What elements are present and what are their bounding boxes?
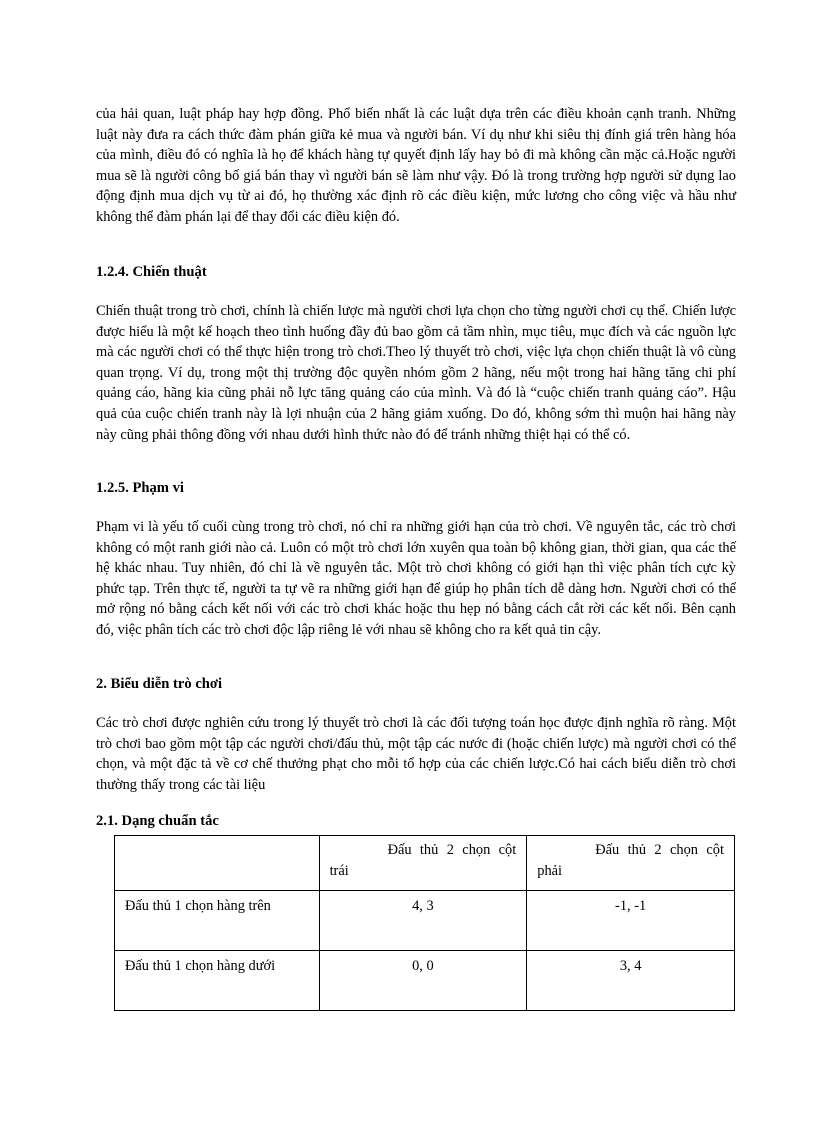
- header-right-column: Đấu thủ 2 chọn cột phải: [527, 836, 735, 891]
- section-heading-2-1: 2.1. Dạng chuẩn tắc: [96, 813, 219, 829]
- strategy-paragraph: Chiến thuật trong trò chơi, chính là chiến lược mà người chơi lựa chọn cho từng người chơi cụ thể. Chiến lược được hiểu là một kế hoạch theo tình huống đầy đủ bao gồm cả tầm nhìn, mục tiêu, mục đích và các nguồn lực mà các người chơi có thể thực hiện trong trò chơi.Theo lý thuyết trò chơi, việc lựa chọn chiến thuật là vô cùng quan trọng. Ví dụ, trong một thị trường độc quyền nhóm gồm 2 hãng, nếu một trong hai hãng tăng chi phí quảng cáo, hãng kia cũng phải nỗ lực tăng quảng cáo của mình. Và đó là “cuộc chiến tranh quảng cáo”. Hậu quả của cuộc chiến tranh này là lợi nhuận của 2 hãng giảm xuống. Do đó, không sớm thì muộn hai hãng này này cũng phải thông đồng với nhau dưới hình thức nào đó để tránh những thiệt hại có thể có.: [96, 303, 736, 443]
- payoff-bottom-left: 0, 0: [319, 951, 527, 1011]
- intro-paragraph: của hải quan, luật pháp hay hợp đồng. Phổ biến nhất là các luật dựa trên các điều khoản cạnh tranh. Những luật này đưa ra cách thức đàm phán giữa kẻ mua và người bán. Ví dụ như khi siêu thị đính giá trên hàng hóa của mình, điều đó có nghĩa là họ để khách hàng tự quyết định lấy hay bỏ đi mà không cần mặc cả.Hoặc người mua sẽ là người công bố giá bán thay vì người bán sẽ làm như vậy. Đó là trong trường hợp người sử dụng lao động định mua dịch vụ từ ai đó, họ thường xác định rõ các điều kiện, mức lương cho công việc và hầu như không thể đàm phán lại để thay đổi các điều kiện đó.: [96, 106, 736, 225]
- table-header-row: [115, 836, 735, 891]
- section-heading-2: 2. Biểu diễn trò chơi: [96, 676, 223, 692]
- payoff-top-right: -1, -1: [527, 891, 735, 951]
- payoff-bottom-right: 3, 4: [527, 951, 735, 1011]
- header-left-column: Đấu thủ 2 chọn cột trái: [319, 836, 527, 891]
- table-row: [115, 891, 735, 951]
- row-label-top: Đấu thủ 1 chọn hàng trên: [115, 891, 320, 951]
- scope-paragraph: Phạm vi là yếu tố cuối cùng trong trò chơi, nó chỉ ra những giới hạn của trò chơi. Về nguyên tắc, các trò chơi không có một ranh giới nào cả. Luôn có một trò chơi lớn xuyên qua toàn bộ không gian, thời gian, qua các thế hệ khác nhau. Tuy nhiên, đó chỉ là về nguyên tắc. Một trò chơi không có giới hạn thì việc phân tích cực kỳ phức tạp. Trên thực tế, người ta tự vẽ ra những giới hạn để giúp họ phân tích dễ dàng hơn. Người chơi có thể mở rộng nó bằng cách kết nối với các trò chơi khác hoặc thu hẹp nó bằng cách cắt rời các kết nối. Bên cạnh đó, việc phân tích các trò chơi độc lập riêng lẻ với nhau sẽ không cho ra kết quả tin cậy.: [96, 519, 736, 638]
- table-corner-cell: [115, 836, 320, 891]
- row-label-bottom: Đấu thủ 1 chọn hàng dưới: [115, 951, 320, 1011]
- section-heading-1-2-5: 1.2.5. Phạm vi: [96, 480, 184, 496]
- payoff-matrix-table: [114, 835, 735, 1011]
- table-row: [115, 951, 735, 1011]
- representation-paragraph: Các trò chơi được nghiên cứu trong lý thuyết trò chơi là các đối tượng toán học được định nghĩa rõ ràng. Một trò chơi bao gồm một tập các người chơi/đấu thủ, một tập các nước đi (hoặc chiến lược) mà người chơi có thể chọn, và một đặc tả về cơ chế thưởng phạt cho mỗi tổ hợp của các chiến lược.Có hai cách biểu diễn trò chơi thường thấy trong các tài liệu: [96, 715, 736, 793]
- payoff-top-left: 4, 3: [319, 891, 527, 951]
- section-heading-1-2-4: 1.2.4. Chiến thuật: [96, 264, 207, 280]
